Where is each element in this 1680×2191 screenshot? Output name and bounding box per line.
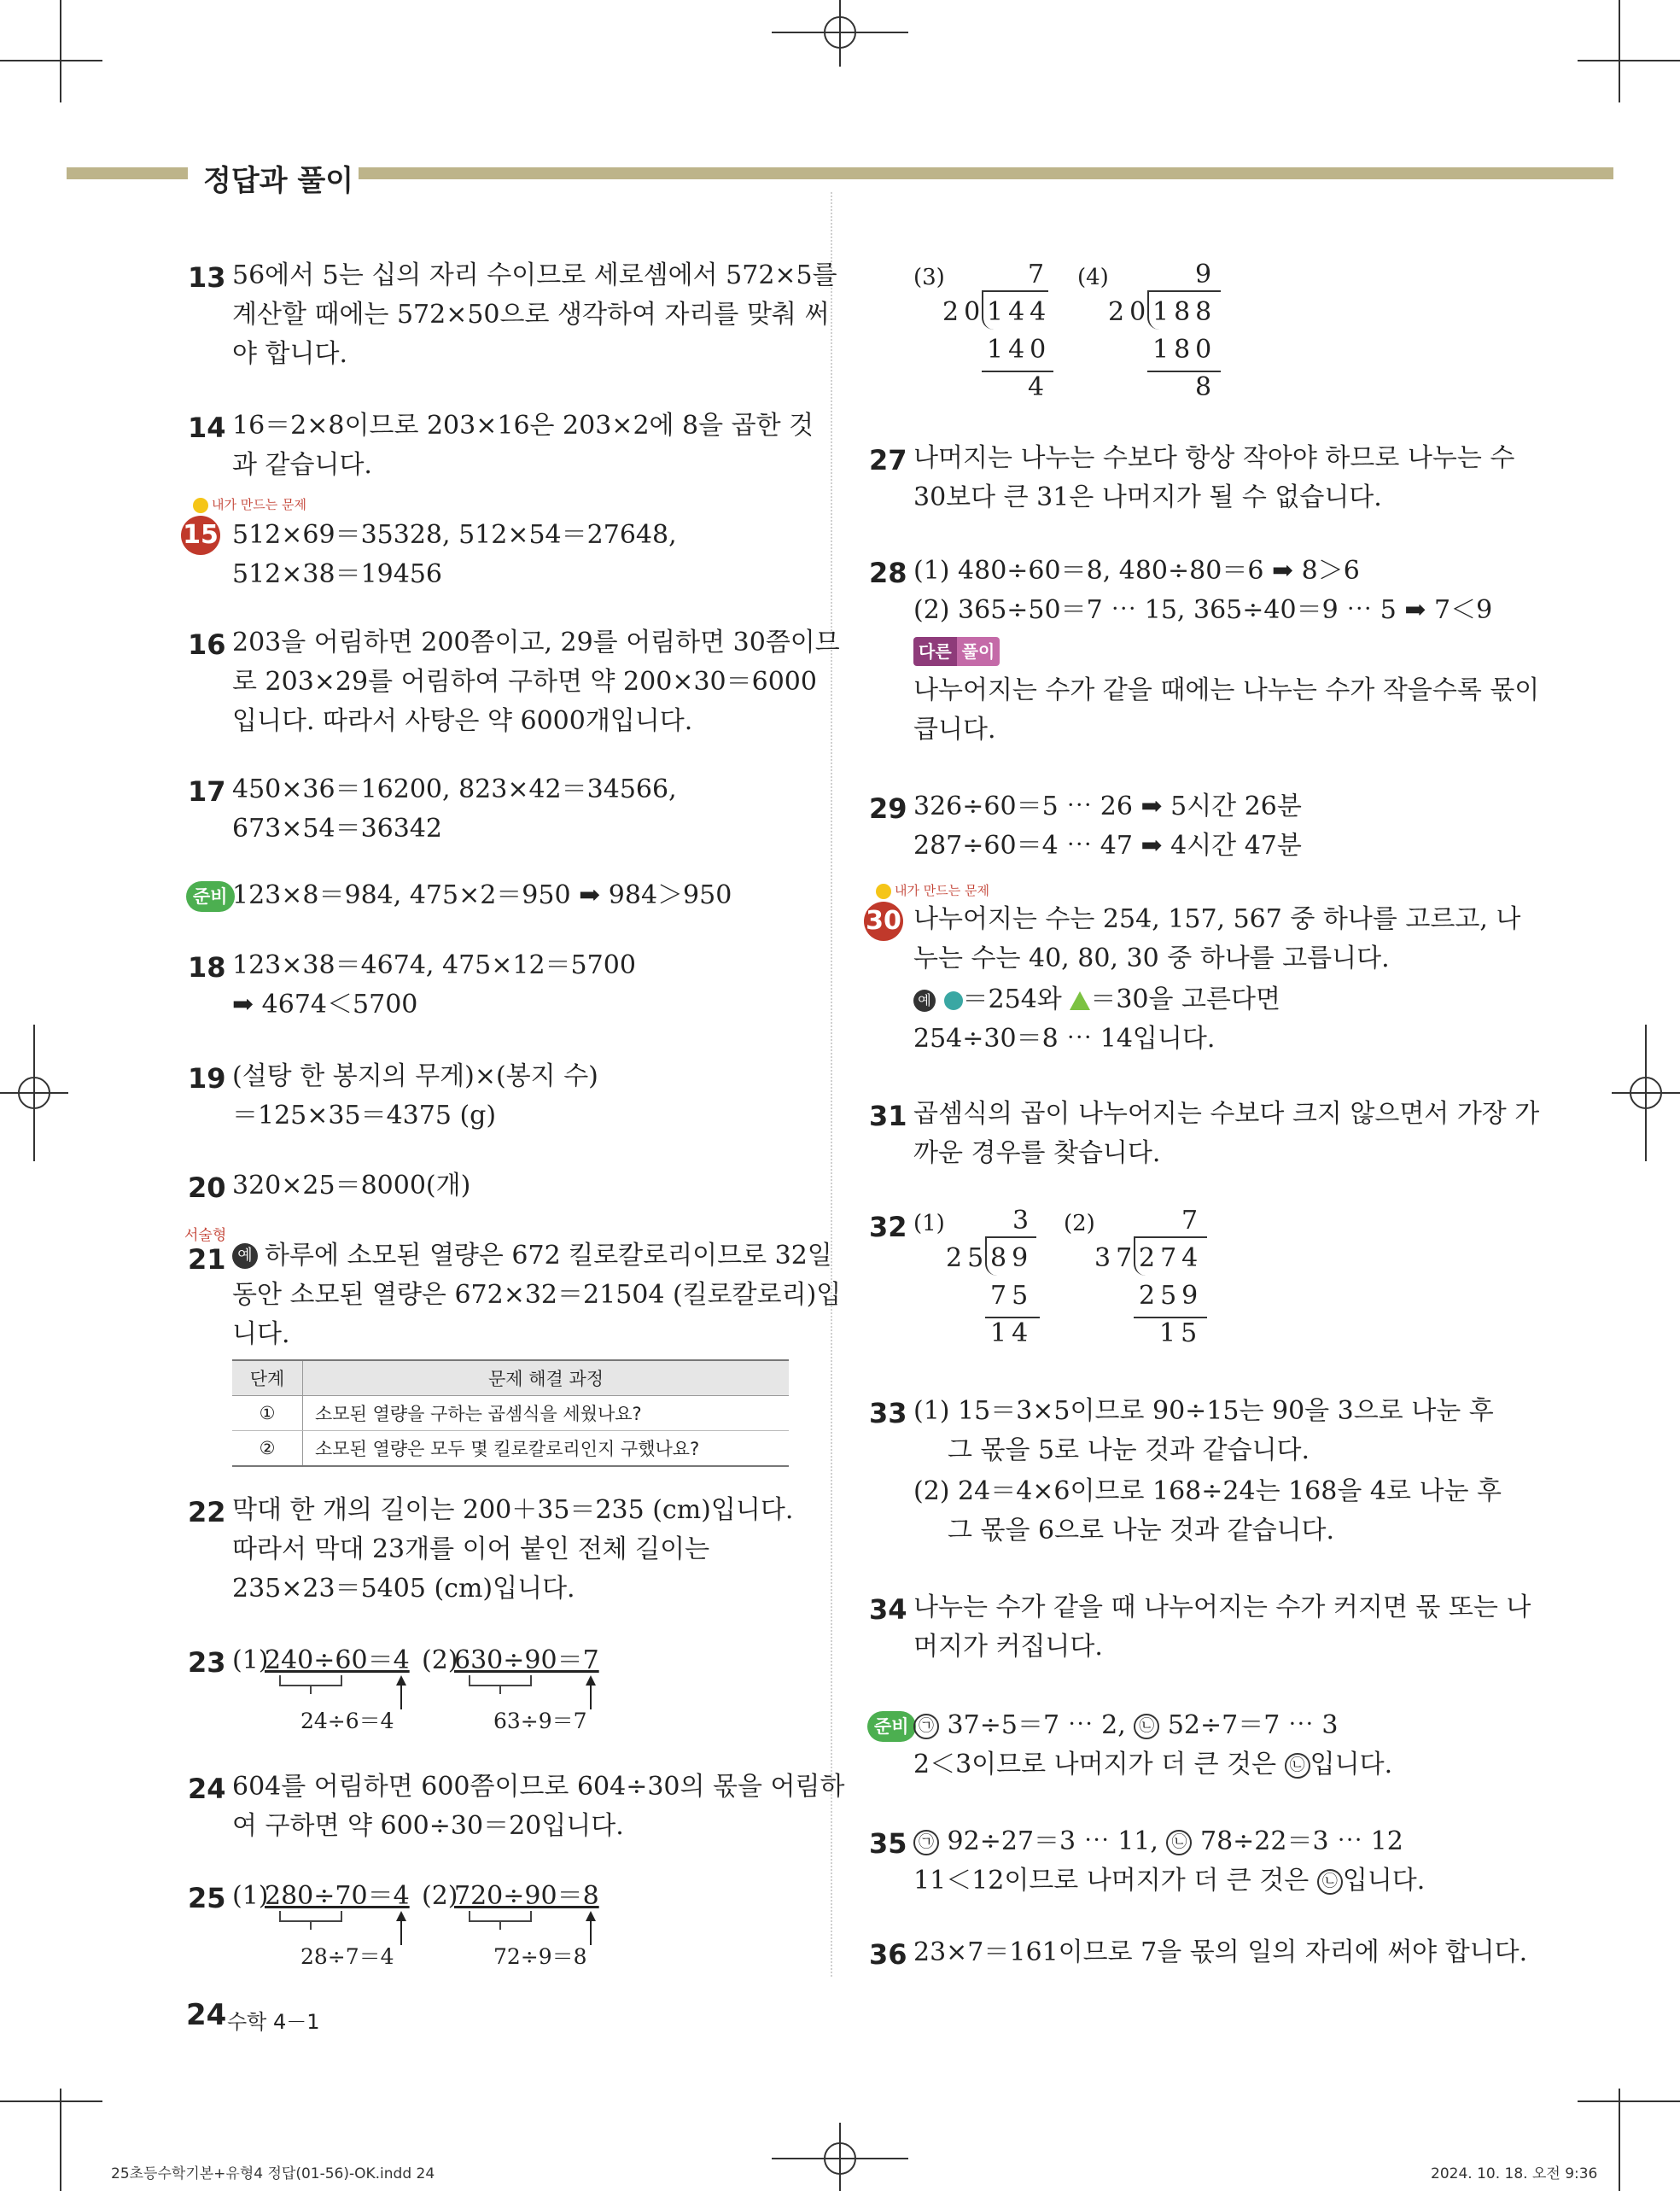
page-subject: 수학 4－1 <box>227 2010 320 2034</box>
answer-text: 30보다 큰 31은 나머지가 될 수 없습니다. <box>913 482 1382 512</box>
part-label: (1) <box>913 1211 945 1236</box>
answer-text: 254÷30＝8 ⋯ 14입니다. <box>913 1024 1216 1054</box>
divisor: 37 <box>1094 1243 1138 1273</box>
part-label: (2) <box>1064 1211 1095 1236</box>
table-header: 단계 <box>232 1360 303 1396</box>
quotient: 9 <box>1195 260 1217 289</box>
equation: 280÷70＝4 <box>265 1881 410 1911</box>
answer-text: (1) 15＝3×5이므로 90÷15는 90을 3으로 나눈 후 <box>913 1396 1494 1426</box>
part-label: (4) <box>1077 265 1109 290</box>
subtrahend: 259 <box>1139 1281 1204 1311</box>
essay-label: 서술형 <box>184 1227 227 1244</box>
answer-text: (2) 24＝4×6이므로 168÷24는 168을 4로 나눈 후 <box>913 1476 1502 1506</box>
smile-icon <box>876 884 891 899</box>
registration-mark <box>0 1025 68 1161</box>
example-badge: 예 <box>913 990 936 1012</box>
answer-text: 123×38＝4674, 475×12＝5700 <box>232 950 636 980</box>
equation: 630÷90＝7 <box>454 1645 599 1675</box>
answer-text: 나누어지는 수는 254, 157, 567 중 하나를 고르고, 나 <box>913 904 1521 934</box>
question-number: 34 <box>869 1593 907 1626</box>
table-row <box>232 1431 789 1467</box>
crop-mark <box>1619 2089 1620 2191</box>
quotient: 7 <box>1181 1206 1204 1236</box>
answer-text: 604를 어림하면 600쯤이므로 604÷30의 몫을 어림하 <box>232 1772 845 1802</box>
answer-text: 머지가 커집니다. <box>913 1632 1103 1662</box>
question-number: 22 <box>188 1496 226 1528</box>
question-number: 24 <box>188 1773 226 1805</box>
answer-text: 하루에 소모된 열량은 672 킬로칼로리이므로 32일 <box>265 1241 832 1271</box>
table-cell: 소모된 열량을 구하는 곱셈식을 세웠나요? <box>303 1396 790 1431</box>
answer-text: (2) 365÷50＝7 ⋯ 15, 365÷40＝9 ⋯ 5 ➡ 7＜9 <box>913 595 1493 625</box>
answer-text: 입니다. 따라서 사탕은 약 6000개입니다. <box>232 706 693 736</box>
answer-text: 16＝2×8이므로 203×16은 203×2에 8을 곱한 것 <box>232 411 814 441</box>
crop-mark <box>0 60 102 61</box>
smile-icon <box>193 498 208 513</box>
question-number: 23 <box>188 1646 226 1679</box>
answer-text: 450×36＝16200, 823×42＝34566, <box>232 774 677 804</box>
answer-text: ➡ 4674＜5700 <box>232 990 418 1020</box>
answer-text: 동안 소모된 열량은 672×32＝21504 (킬로칼로리)입 <box>232 1280 842 1310</box>
sub-equation: 24÷6＝4 <box>300 1709 394 1733</box>
answer-text: 야 합니다. <box>232 339 347 369</box>
answer-text: (1) 480÷60＝8, 480÷80＝6 ➡ 8＞6 <box>913 556 1360 586</box>
my-problem-label: 내가 만드는 문제 <box>193 495 306 513</box>
answer-text: 그 몫을 6으로 나눈 것과 같습니다. <box>948 1516 1335 1545</box>
page-title: 정답과 풀이 <box>203 164 354 198</box>
equation: 240÷60＝4 <box>265 1645 410 1675</box>
subtrahend: 75 <box>990 1281 1034 1311</box>
answer-text: 123×8＝984, 475×2＝950 ➡ 984＞950 <box>232 880 732 910</box>
scoring-table <box>232 1359 789 1467</box>
crop-mark <box>1578 60 1680 61</box>
divisor: 20 <box>1108 297 1152 327</box>
part-label: (2) <box>422 1881 458 1911</box>
other-solution-label: 다른 풀이 <box>913 637 1000 666</box>
answer-text: 나머지는 나누는 수보다 항상 작아야 하므로 나누는 수 <box>913 443 1515 473</box>
answer-text: 곱셈식의 곱이 나누어지는 수보다 크지 않으면서 가장 가 <box>913 1099 1540 1129</box>
answer-text: 2＜3이므로 나머지가 더 큰 것은 ㉡ 입니다. <box>913 1750 1393 1779</box>
sub-equation: 72÷9＝8 <box>493 1944 587 1969</box>
answer-text: ㉠ 37÷5＝7 ⋯ 2, ㉡ 52÷7＝7 ⋯ 3 <box>913 1706 1338 1745</box>
footer-date: 2024. 10. 18. 오전 9:36 <box>1431 2165 1598 2182</box>
table-header: 문제 해결 과정 <box>303 1360 790 1396</box>
sub-equation: 63÷9＝7 <box>493 1709 587 1733</box>
question-number: 28 <box>869 557 907 589</box>
answer-text: 여 구하면 약 600÷30＝20입니다. <box>232 1811 624 1841</box>
triangle-shape-icon <box>1070 991 1090 1010</box>
example-badge: 예 <box>232 1243 258 1269</box>
answer-text: 203을 어림하면 200쯤이고, 29를 어림하면 30쯤이므 <box>232 628 840 657</box>
answer-text: 326÷60＝5 ⋯ 26 ➡ 5시간 26분 <box>913 792 1302 821</box>
sub-equation: 28÷7＝4 <box>300 1944 394 1969</box>
registration-mark <box>1612 1025 1680 1161</box>
prep-badge: 준비 <box>186 881 235 912</box>
remainder: 15 <box>1159 1318 1203 1348</box>
crop-mark <box>0 2100 102 2102</box>
crop-mark <box>60 0 61 102</box>
question-number-badge: 15 <box>181 516 220 555</box>
answer-text: 까운 경우를 찾습니다. <box>913 1138 1161 1168</box>
answer-text: 235×23＝5405 (cm)입니다. <box>232 1574 575 1604</box>
question-number: 27 <box>869 444 907 476</box>
header-bar-left <box>67 167 188 179</box>
question-number: 19 <box>188 1062 226 1095</box>
dividend: 188 <box>1152 297 1217 327</box>
answer-text: (설탕 한 봉지의 무게)×(봉지 수) <box>232 1061 598 1091</box>
answer-text: 따라서 막대 23개를 이어 붙인 전체 길이는 <box>232 1534 710 1564</box>
question-number: 31 <box>869 1100 907 1132</box>
table-cell: ② <box>232 1431 303 1467</box>
registration-mark <box>772 0 908 68</box>
table-cell: 소모된 열량은 모두 몇 킬로칼로리인지 구했나요? <box>303 1431 790 1467</box>
crop-mark <box>1578 2100 1680 2102</box>
subtrahend: 140 <box>987 335 1052 365</box>
registration-mark <box>772 2123 908 2191</box>
equation: 720÷90＝8 <box>454 1881 599 1911</box>
answer-text: 과 같습니다. <box>232 450 372 480</box>
question-number: 20 <box>188 1171 226 1204</box>
answer-text: 나누는 수가 같을 때 나누어지는 수가 커지면 몫 또는 나 <box>913 1592 1531 1622</box>
divisor: 20 <box>942 297 986 327</box>
divisor: 25 <box>946 1243 989 1273</box>
answer-text: ＝125×35＝4375 (g) <box>232 1101 497 1131</box>
question-number: 16 <box>188 628 226 661</box>
answer-text: 막대 한 개의 길이는 200＋35＝235 (cm)입니다. <box>232 1495 794 1525</box>
part-label: (3) <box>913 265 945 290</box>
page-number: 24 <box>186 1998 227 2032</box>
dividend: 144 <box>987 297 1052 327</box>
question-number-badge: 30 <box>864 902 903 941</box>
quotient: 3 <box>1012 1206 1035 1236</box>
question-number: 13 <box>188 261 226 294</box>
dividend: 274 <box>1139 1243 1204 1273</box>
remainder: 14 <box>990 1318 1034 1348</box>
answer-text: 큽니다. <box>913 715 996 745</box>
question-number: 35 <box>869 1827 907 1860</box>
question-number: 25 <box>188 1882 226 1914</box>
question-number: 29 <box>869 792 907 825</box>
answer-text: 23×7＝161이므로 7을 몫의 일의 자리에 써야 합니다. <box>913 1937 1528 1967</box>
crop-mark <box>60 2089 61 2191</box>
part-label: (1) <box>232 1645 269 1675</box>
question-number: 17 <box>188 775 226 808</box>
question-number: 21 <box>188 1243 226 1276</box>
remainder: 8 <box>1195 372 1217 402</box>
header-bar-right <box>359 167 1613 179</box>
subtrahend: 180 <box>1152 335 1217 365</box>
example-line: 예 ＝254와 ＝30을 고른다면 <box>913 980 1280 1020</box>
answer-text: 로 203×29를 어림하여 구하면 약 200×30＝6000 <box>232 667 817 697</box>
answer-text: 673×54＝36342 <box>232 814 443 844</box>
answer-text: 누는 수는 40, 80, 30 중 하나를 고릅니다. <box>913 944 1390 973</box>
answer-text: 11＜12이므로 나머지가 더 큰 것은 ㉡ 입니다. <box>913 1866 1426 1896</box>
answer-text: 287÷60＝4 ⋯ 47 ➡ 4시간 47분 <box>913 831 1302 861</box>
table-cell: ① <box>232 1396 303 1431</box>
column-divider <box>831 192 832 1977</box>
prep-badge: 준비 <box>867 1711 916 1742</box>
answer-text: 512×69＝35328, 512×54＝27648, <box>232 520 677 550</box>
footer-filename: 25초등수학기본+유형4 정답(01-56)-OK.indd 24 <box>111 2165 435 2182</box>
circle-shape-icon <box>944 991 963 1010</box>
answer-text: 나누어지는 수가 같을 때에는 나누는 수가 작을수록 몫이 <box>913 675 1540 705</box>
dividend: 89 <box>990 1243 1034 1273</box>
part-label: (2) <box>422 1645 458 1675</box>
table-row <box>232 1396 789 1431</box>
quotient: 7 <box>1028 260 1050 289</box>
remainder: 4 <box>1028 372 1050 402</box>
question-number: 32 <box>869 1211 907 1243</box>
answer-text: 니다. <box>232 1319 290 1349</box>
question-number: 33 <box>869 1397 907 1429</box>
answer-text: 56에서 5는 십의 자리 수이므로 세로셈에서 572×5를 <box>232 260 837 290</box>
my-problem-label: 내가 만드는 문제 <box>876 881 989 899</box>
answer-text: ㉠ 92÷27＝3 ⋯ 11, ㉡ 78÷22＝3 ⋯ 12 <box>913 1822 1403 1861</box>
answer-text: 320×25＝8000(개) <box>232 1171 471 1201</box>
question-number: 18 <box>188 951 226 984</box>
answer-text: 계산할 때에는 572×50으로 생각하여 자리를 맞춰 써 <box>232 300 830 330</box>
question-number: 36 <box>869 1938 907 1971</box>
crop-mark <box>1619 0 1620 102</box>
part-label: (1) <box>232 1881 269 1911</box>
answer-text: 512×38＝19456 <box>232 559 443 589</box>
answer-text: 그 몫을 5로 나눈 것과 같습니다. <box>948 1435 1310 1465</box>
question-number: 14 <box>188 412 226 444</box>
